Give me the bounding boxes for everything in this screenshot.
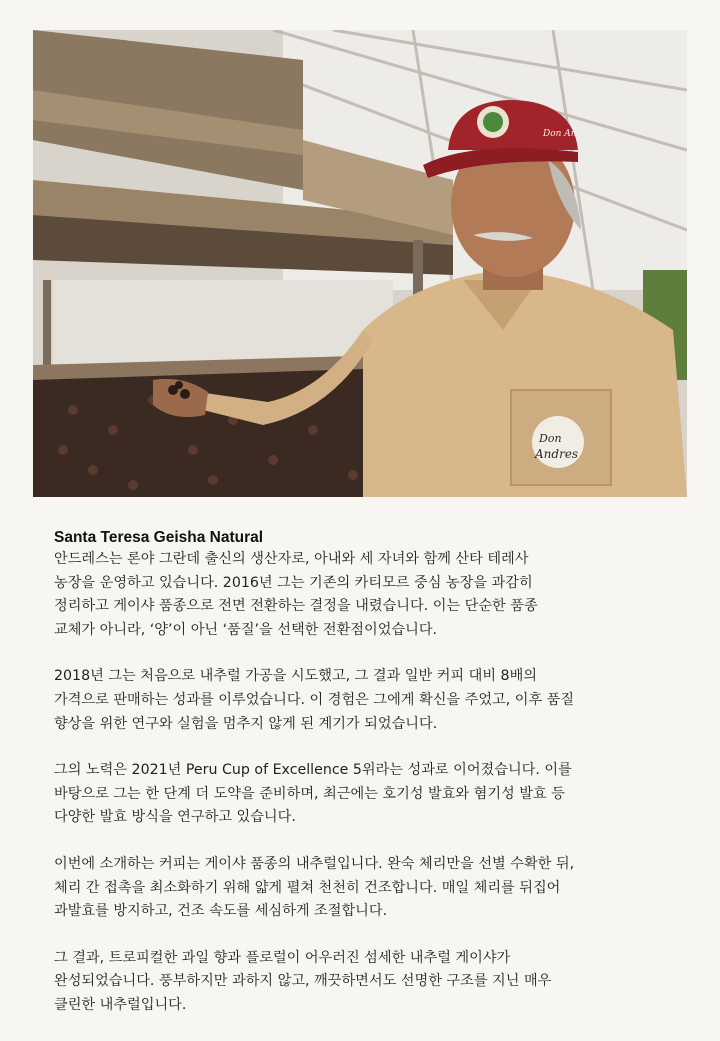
text-line: 2018년 그는 처음으로 내추럴 가공을 시도했고, 그 결과 일반 커피 대비 8배의 [54,668,537,685]
photo-illustration [33,30,687,497]
paragraph-4 [54,853,674,924]
shirt-logo-bottom: Andres [535,447,579,461]
text-line: 이번에 소개하는 커피는 게이샤 품종의 내추럴입니다. 완숙 체리만을 선별 수확한 뒤, [54,855,575,872]
text-line: 농장을 운영하고 있습니다. 2016년 그는 기존의 카티모르 중심 농장을 과감히 [54,574,533,591]
text-line: 체리 간 접촉을 최소화하기 위해 얇게 펼쳐 천천히 건조합니다. 매일 체리를 뒤집어 [54,879,561,896]
article-title: Santa Teresa Geisha Natural [54,529,264,546]
farmer-photo [33,30,687,497]
text-line: 그 결과, 트로피컬한 과일 향과 플로럴이 어우러진 섬세한 내추럴 게이샤가 [54,949,511,966]
text-line: 다양한 발효 방식을 연구하고 있습니다. [54,809,296,826]
paragraph-1 [54,548,674,642]
shirt-logo-top: Don [539,432,562,445]
text-line: 향상을 위한 연구와 실험을 멈추지 않게 된 계기가 되었습니다. [54,715,438,732]
paragraph-3 [54,759,674,830]
text-line: 정리하고 게이샤 품종으로 전면 전환하는 결정을 내렸습니다. 이는 단순한 품종 [54,598,538,615]
paragraph-5 [54,947,674,1018]
text-line: 과발효를 방지하고, 건조 속도를 세심하게 조절합니다. [54,903,388,920]
text-line: 그의 노력은 2021년 Peru Cup of Excellence 5위라는 성과로 이어졌습니다. 이를 [54,762,572,779]
cap-logo-text: Don Andres [543,129,597,139]
text-line: 클린한 내추럴입니다. [54,996,187,1013]
text-line: 바탕으로 그는 한 단계 더 도약을 준비하며, 최근에는 호기성 발효와 혐기성 발효 등 [54,785,565,802]
text-line: 교체가 아니라, ‘양’이 아닌 ‘품질’을 선택한 전환점이었습니다. [54,621,438,638]
article [54,528,674,1041]
text-line: 안드레스는 론야 그란데 출신의 생산자로, 아내와 세 자녀와 함께 산타 테레사 [54,551,529,567]
paragraph-2 [54,665,674,736]
text-line: 가격으로 판매하는 성과를 이루었습니다. 이 경험은 그에게 확신을 주었고, 이후 품질 [54,691,575,708]
text-line: 완성되었습니다. 풍부하지만 과하지 않고, 깨끗하면서도 선명한 구조를 지닌 매우 [54,973,552,990]
